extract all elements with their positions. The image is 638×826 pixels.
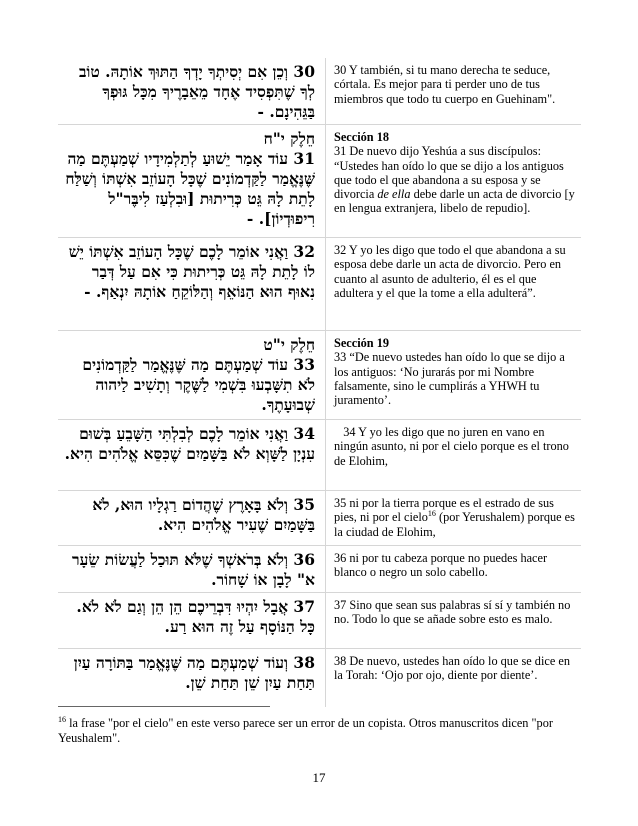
spanish-text-part: debe darle un acta de divorcio [y en lengua extranjera, libelo de repudio].	[334, 187, 575, 216]
spanish-text-part: 37 Sino que sean sus palabras sí sí y también no no. Todo lo que se añade sobre esto es malo.	[334, 598, 571, 627]
spanish-text	[326, 331, 581, 419]
page-number: 17	[312, 770, 326, 785]
hebrew-text: 38 וְעוֹד שְׁמַעְתֶּם מַה שֶּׁנֶּאֱמַר בַּתּוֹרָה עַיִן תַּחַת עַיִן שֵׁן תַּחַת שֵׁן.	[73, 653, 315, 692]
spanish-text-part: 31 De nuevo dijo Yeshúa a sus discípulos: “Ustedes han oído lo que se dijo a los antiguos que todo el que abandona a su esposa y se divorcia	[334, 144, 564, 202]
footnote-text: la frase "por el cielo" en este verso parece ser un error de un copista. Otros manuscritos dicen "por Yeushalem".	[58, 716, 553, 745]
section-heading: Sección 18	[334, 130, 389, 144]
hebrew-text: 37 אֲבָל יִהְיוּ דִּבְרֵיכֶם הֵן הֵן וְגַם לֹא לֹא. כָּל הַנּוֹסָף עַל זֶה הוּא רַע.	[76, 597, 315, 636]
footnote-reference[interactable]: 16	[427, 509, 436, 519]
footnote-mark: 16	[58, 714, 66, 724]
spanish-text-part: 38 De nuevo, ustedes han oído lo que se dice en la Torah: ‘Ojo por ojo, diente por diente’.	[334, 654, 570, 683]
spanish-text-part: 35 ni por la tierra porque es el estrado de sus pies, ni por el cielo	[334, 496, 554, 525]
hebrew-text: 34 וַאֲנִי אוֹמֵר לָכֶם לְבִלְתִּי הַשָּׁבֵעַ בְּשׁוּם עִנְיָן לַשָּׁוְא לֹא בַּשָּׁמַיִם שֶׁכִּסֵּא אֱלֹהִים הִיא.	[64, 424, 315, 463]
verse-row-31	[58, 125, 581, 238]
spanish-text	[326, 58, 581, 124]
spanish-text	[326, 593, 581, 648]
verse-row-34	[58, 420, 581, 491]
hebrew-text: 30 וְכֵן אִם יְסִיתְךָ יָדְךָ הַתּוּךְ אוֹתָהּ. טוֹב לְךָ שֶׁתִּפְסִיד אֶחָד מֵאֵבָרֶיךָ מִכָּל גּוּפְךָ בַּגֵּהִינָם. -	[78, 62, 315, 121]
spanish-text	[326, 420, 581, 490]
hebrew-text: חֵלֶק י"ח 31 עוֹד אָמַר יֵשׁוּעַ לְתַלְמִידָיו שְׁמַעְתֶּם מַה שֶּׁנֶּאֱמַר לַקַּדְמוֹנִים שֶׁכָּל הָעוֹזֵב אִשְׁתּוֹ וְשַׁלַּח לָתֵת לָהּ גֵּט כְּרִיתוּת [וּבִלְעַז לִיבֶּר"ל רִיפוּדְיוֹן]. -	[65, 129, 315, 228]
hebrew-text: חֵלֶק י"ט 33 עוֹד שְׁמַעְתֶּם מַה שֶּׁנֶּאֱמַר לַקַּדְמוֹנִים לֹא תִשָּׁבְעוּ בִּשְׁמִי לַשֶּׁקֶר וְתָשִׁיב לַיהוה שְׁבוּעָתֶךָ.	[82, 335, 315, 414]
spanish-text-part: 36 ni por tu cabeza porque no puedes hacer blanco o negro un solo cabello.	[334, 551, 548, 580]
spanish-text-part: (por Yerushalem) porque es la ciudad de Elohim,	[334, 510, 575, 539]
hebrew-text: 35 וְלֹא בָּאָרֶץ שֶׁהֲדוֹם רַגְלָיו הוּא, לֹא בַּשָּׁמַיִם שֶׁעִיר אֱלֹהִים הִיא.	[92, 495, 315, 534]
spanish-text	[326, 649, 581, 707]
spanish-text-part: 30 Y también, si tu mano derecha te seduce, córtala. Es mejor para ti perder uno de tus miembros que todo tu cuerpo en Guehinam".	[334, 63, 556, 106]
hebrew-text: 32 וַאֲנִי אוֹמֵר לָכֶם שֶׁכָּל הָעוֹזֵב אִשְׁתּוֹ יֵשׁ לוֹ לָתֵת לָהּ גֵּט כְּרִיתוּת כִּי אִם עַל דְּבַר נִאוּף הוּא הַנּוֹאֵף וְהַלּוֹקֵחַ אוֹתָהּ יִנְאַף. -	[68, 242, 315, 301]
spanish-text	[326, 491, 581, 545]
verse-row-33	[58, 331, 581, 420]
hebrew-text: 36 וְלֹא בְּרֹאשְׁךָ שֶׁלֹּא תּוּכַל לַעֲשׂוֹת שֵׂעָר א" לָבָן אוֹ שָׁחוֹר.	[72, 550, 315, 589]
spanish-text	[326, 546, 581, 592]
verse-row-35	[58, 491, 581, 546]
spanish-text-part: 32 Y yo les digo que todo el que abandona a su esposa debe darle un acta de divorcio. Pero en cuanto al asunto de adulterio, él es el que adultera y el que la tome a ella adulterá”.	[334, 243, 566, 300]
spanish-text-part: 33 “De nuevo ustedes han oído lo que se dijo a los antiguos: ‘No jurarás por mi Nombre falsamente, sino le cumplirás a YHWH tu juramento’.	[334, 350, 565, 408]
verse-row-37	[58, 593, 581, 649]
italic-insertion: de ella	[377, 187, 411, 202]
section-heading: Sección 19	[334, 336, 389, 350]
footnote-divider	[58, 706, 270, 707]
verse-row-38	[58, 649, 581, 707]
spanish-text	[326, 238, 581, 330]
verse-row-30	[58, 58, 581, 125]
verse-row-32	[58, 238, 581, 331]
verse-row-36	[58, 546, 581, 593]
footnote	[58, 716, 578, 746]
spanish-text	[326, 125, 581, 237]
spanish-text-part: 34 Y yo les digo que no juren en vano en ningún asunto, ni por el cielo porque es el trono de Elohim,	[334, 425, 573, 468]
parallel-text-table	[58, 58, 581, 707]
